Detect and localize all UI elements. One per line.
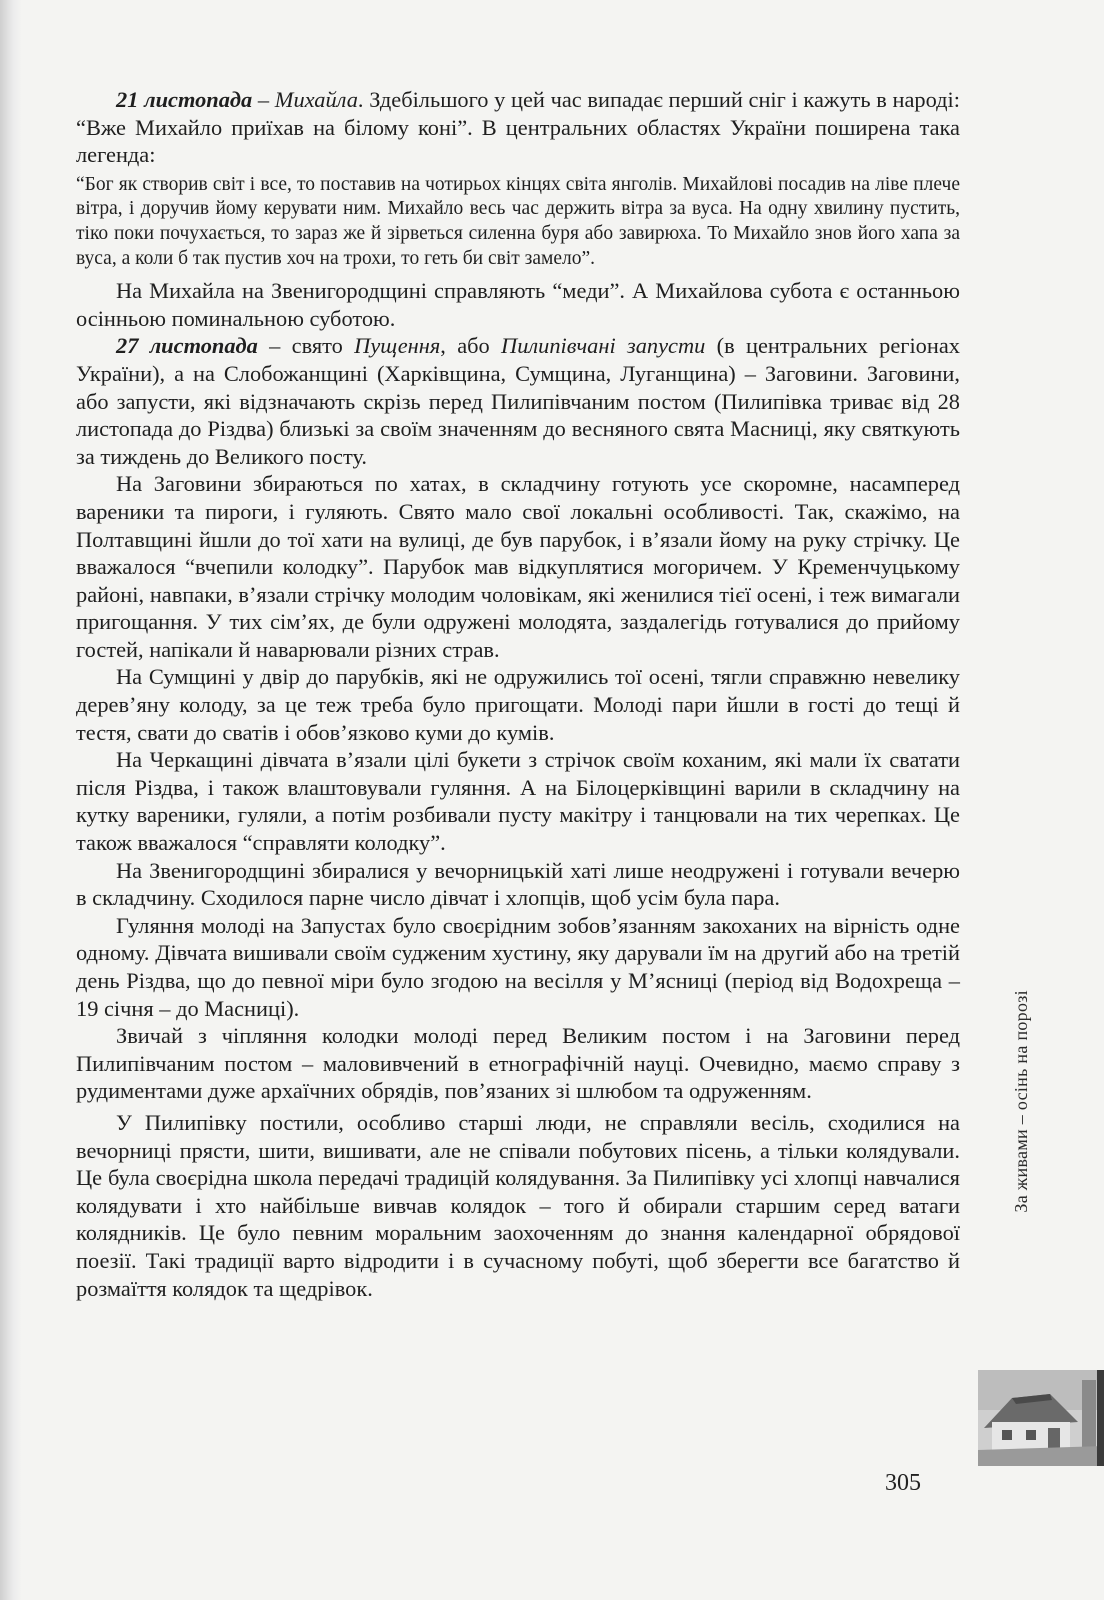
paragraph: На Михайла на Звенигородщині справляють “меди”. А Михайлова субота є останньою осінньою поминальною суботою.	[76, 278, 960, 331]
legend-quote: “Бог як створив світ і все, то поставив на чотирьох кінцях світа янголів. Михайлові посадив на ліве плече вітра, і доручив йому керувати ним. Михайло весь час держить вітра за вуса. На одну хвилину пустить, тіко поки почухається, то зараз же й зірветься силенна буря або завирюха. То Михайло знов його хапа за вуса, а коли б так пустив хоч на трохи, то геть би світ замело”.	[76, 173, 960, 269]
paragraph: На Черкащині дівчата в’язали цілі букети з стрічок своїм коханим, які мали їх сватати після Різдва, і також влаштовували гуляння. А на Білоцерківщині варили в складчину на кутку вареники, гуляли, а потім розбивали пусту макітру і танцювали на тих черепках. Це також вважалося “справляти колодку”.	[76, 747, 960, 856]
feast-name: Пилипівчані запусти	[501, 333, 706, 359]
paragraph-mykhaila: 21 листопада – Михайла. Здебільшого у цей час випадає перший сніг і кажуть в народі: “Вже Михайло приїхав на білому коні”. В центральних областях України поширена така легенда:	[76, 87, 961, 168]
page-spine-shadow	[0, 0, 22, 1600]
paragraph-zagovyny: 27 листопада – свято Пущення, або Пилипівчані запусти (в центральних регіонах України), а на Слобожанщині (Харківщина, Сумщина, Луганщина) – Заговини. Заговини, або запусти, які відзначають скрізь перед Пилипівчаним постом (Пилипівка триває від 28 листопада до Різдва) близькі за своїм значенням до весняного свята Масниці, яку святкують за тиждень до Великого посту.	[76, 333, 960, 469]
feast-name: Михайла	[274, 87, 358, 112]
village-house-illustration	[978, 1370, 1104, 1466]
paragraph: На Сумщині у двір до парубків, які не одружились тої осені, тягли справжню невелику дерев’яну колоду, за це теж треба було пригощати. Молоді пари йшли в гості до тещі й тестя, свати до сватів і обов’язково куми до кумів.	[76, 664, 960, 745]
section-side-title: За живами – осінь на порозі	[1011, 990, 1031, 1213]
paragraph: Звичай з чіпляння колодки молоді перед Великим постом і на Заговини перед Пилипівчаним постом – маловивчений в етнографічній науці. Очевидно, маємо справу з рудиментами дуже архаїчних обрядів, пов’язаних зі шлюбом та одруженням.	[76, 1023, 960, 1104]
body-text	[76, 86, 960, 1302]
paragraph: Гуляння молоді на Запустах було своєрідним зобов’язанням закоханих на вірність одне одному. Дівчата вишивали своїм судженим хустину, яку дарували їм на другий або на третій день Різдва, що до певної міри було згодою на весілля у М’ясниці (період від Водохреща – 19 січня – до Масниці).	[76, 912, 960, 1021]
date-label: 27 листопада	[116, 333, 258, 359]
paragraph: На Звенигородщині збиралися у вечорницькій хаті лише неодружені і готували вечерю в складчину. Сходилося парне число дівчат і хлопців, щоб усім була пара.	[76, 857, 960, 911]
date-label: 21 листопада	[116, 87, 253, 112]
feast-name: Пущення	[354, 333, 441, 359]
paragraph: У Пилипівку постили, особливо старші люди, не справляли весіль, сходилися на вечорниці прясти, шити, вишивати, але не співали побутових пісень, а тільки колядували. Це була своєрідна школа передачі традицій колядування. За Пилипівку усі хлопці навчалися колядувати і хто найбільше вивчав колядок – того й обирали старшим серед ватаги колядників. Це було певним моральним заохоченням до знання календарної обрядової поезії. Такі традиції варто відродити і в сучасному побуті, щоб зберегти все багатство й розмаїття колядок та щедрівок.	[76, 1109, 960, 1301]
page-number: 305	[885, 1470, 921, 1496]
paragraph: На Заговини збираються по хатах, в складчину готують усе скоромне, насамперед вареники та пироги, і гуляють. Свято мало свої локальні особливості. Так, скажімо, на Полтавщині йшли до тої хати на вулиці, де був парубок, і в’язали йому на руку стрічку. Це вважалося “вчепили колодку”. Парубок мав відкуплятися могоричем. У Кременчуцькому районі, навпаки, в’язали стрічку молодим чоловікам, які женилися тієї осені, і теж вимагали пригощання. У тих сім’ях, де були одружені молодята, заздалегідь готувалися до прийому гостей, напікали й наварювали різних страв.	[76, 471, 960, 662]
